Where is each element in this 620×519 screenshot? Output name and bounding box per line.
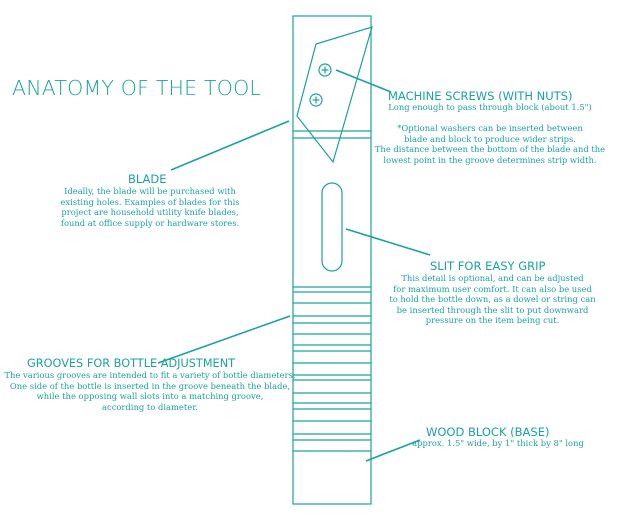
machine-screws-line: blade and block to produce wider strips.	[404, 133, 576, 144]
leader-line-grooves	[158, 316, 290, 363]
slit-line: for maximum user comfort. It can also be used	[393, 283, 592, 294]
machine-screws-line: *Optional washers can be inserted between	[397, 123, 583, 134]
blade-label: BLADE	[128, 172, 167, 186]
machine-screws-line: lowest point in the groove determines strip width.	[383, 154, 597, 165]
machine-screws-description	[360, 102, 620, 166]
diagram-title: ANATOMY OF THE TOOL	[12, 76, 262, 100]
blade-line: found at office supply or hardware stores.	[60, 217, 240, 228]
grooves-description	[0, 370, 300, 412]
machine-screw-bottom	[310, 94, 322, 106]
wood-block	[293, 16, 371, 504]
grooves-line: while the opposing wall slots into a matching groove,	[36, 391, 264, 402]
grooves-line: The various grooves are intended to fit a variety of bottle diameters.	[4, 370, 296, 380]
grooves-label: GROOVES FOR BOTTLE ADJUSTMENT	[27, 357, 236, 370]
blade-description	[50, 186, 250, 228]
blade-line: existing holes. Examples of blades for this	[60, 196, 240, 207]
leader-line-blade	[171, 121, 289, 170]
wood-block-description	[408, 438, 588, 449]
slit-description	[385, 273, 600, 326]
slit-line: be inserted through the slit to put downward	[396, 304, 589, 315]
slit-label: SLIT FOR EASY GRIP	[430, 259, 546, 273]
slit-line: pressure on the item being cut.	[425, 315, 560, 326]
blade-line: project are household utility knife blades,	[61, 207, 239, 218]
grip-slit	[322, 183, 342, 271]
grooves-line: One side of the bottle is inserted in the groove beneath the blade,	[9, 380, 291, 391]
machine-screws-line: The distance between the bottom of the blade and the	[374, 144, 606, 155]
leader-line-screws	[336, 70, 391, 92]
machine-screw-top	[319, 64, 331, 76]
machine-screws-line: Long enough to pass through block (about 1.5")	[388, 102, 592, 112]
machine-screws-label: MACHINE SCREWS (WITH NUTS)	[388, 89, 573, 103]
wood-block-line: approx. 1.5" wide, by 1" thick by 8" long	[412, 438, 584, 448]
machine-screws-spacer	[360, 113, 620, 124]
leader-line-slit	[346, 229, 430, 255]
slit-line: to hold the bottle down, as a dowel or string can	[389, 294, 596, 305]
blade-line: Ideally, the blade will be purchased with	[64, 186, 236, 196]
wood-block-label: WOOD BLOCK (BASE)	[426, 425, 550, 439]
slit-line: This detail is optional, and can be adjusted	[401, 273, 584, 283]
grooves-line: according to diameter.	[102, 401, 198, 412]
